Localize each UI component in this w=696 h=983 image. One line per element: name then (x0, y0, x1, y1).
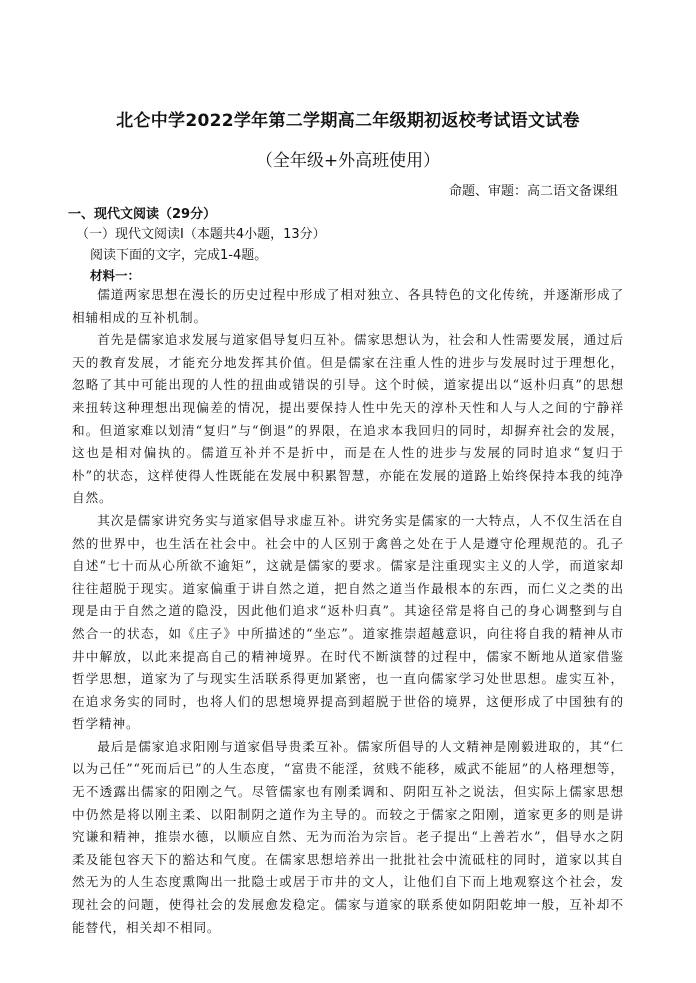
paragraph-1: 儒道两家思想在漫长的历史过程中形成了相对独立、各具特色的文化传统，并逐渐形成了相辅相成的互补机制。 (72, 287, 624, 325)
paragraph-2: 首先是儒家追求发展与道家倡导复归互补。儒家思想认为，社会和人性需要发展，通过后天的教育发展，才能充分地发挥其价值。但是儒家在注重人性的进步与发展时过于理想化，忽略了其中可能出现的人性的扭曲或错误的引导。这个时候，道家提出以“返朴归真”的思想来扭转这种理想出现偏差的情况，提出要保持人性中先天的淳朴天性和人与人之间的宁静祥和。但道家难以划清“复归”与“倒退”的界限，在追求本我回归的同时，却摒弃社会的发展，这也是相对偏执的。儒道互补并不是折中，而是在人性的进步与发展的同时追求“复归于朴”的状态，这样使得人性既能在发展中积累智慧，亦能在发展的道路上始终保持本我的纯净自然。 (72, 332, 624, 506)
page-subtitle: （全年级+外高班使用） (255, 151, 441, 171)
passage-body (72, 284, 624, 939)
subsection-heading: （一）现代文阅读Ⅰ（本题共4小题，13分） (76, 227, 326, 242)
paragraph-3: 其次是儒家讲究务实与道家倡导求虚互补。讲究务实是儒家的一大特点，人不仅生活在自然的世界中，也生活在社会中。社会中的人区别于禽兽之处在于人是遵守伦理规范的。孔子自述“七十而从心所欲不逾矩”，这就是儒家的要求。儒家是注重现实主义的人学，而道家却往往超脱于现实。道家偏重于讲自然之道，把自然之道当作最根本的东西，而仁义之类的出现是由于自然之道的隐没，因此他们追求“返朴归真”。其途径常是将自己的身心调整到与自然合一的状态，如《庄子》中所描述的“坐忘”。道家推崇超越意识，向往将自我的精神从市井中解放，以此来提高自己的精神境界。在时代不断演替的过程中，儒家不断地从道家借鉴哲学思想，道家为了与现实生活联系得更加紧密，也一直向儒家学习处世思想。虚实互补，在追求务实的同时，也将人们的思想境界提高到超脱于世俗的境界，这便形成了中国独有的哲学精神。 (72, 512, 624, 732)
reading-instruction: 阅读下面的文字，完成1-4题。 (90, 248, 268, 263)
page-title: 北仑中学2022学年第二学期高二年级期初返校考试语文试卷 (116, 111, 580, 131)
author-line: 命题、审题：高二语文备课组 (448, 184, 618, 199)
material-label: 材料一： (90, 268, 141, 283)
section-heading: 一、现代文阅读（29分） (68, 207, 217, 222)
paragraph-4: 最后是儒家追求阳刚与道家倡导贵柔互补。儒家所倡导的人文精神是刚毅进取的，其“仁以为己任”“死而后已”的人生态度，“富贵不能淫，贫贱不能移，威武不能屈”的人格理想等，无不透露出儒家的阳刚之气。尽管儒家也有刚柔调和、阴阳互补之说法，但实际上儒家思想中仍然是将以刚主柔、以阳制阴之道作为主导的。而较之于儒家之阳刚，道家更多的则是讲究谦和精神，推崇水德，以顺应自然、无为而治为宗旨。老子提出“上善若水”，倡导水之阴柔及能包容天下的豁达和气度。在儒家思想培养出一批批社会中流砥柱的同时，道家以其自然无为的人生态度熏陶出一批隐士或居于市井的文人，让他们自下而上地观察这个社会，发现社会的问题，使得社会的发展愈发稳定。儒家与道家的联系使如阴阳乾坤一般，互补却不能替代，相关却不相同。 (72, 738, 624, 935)
